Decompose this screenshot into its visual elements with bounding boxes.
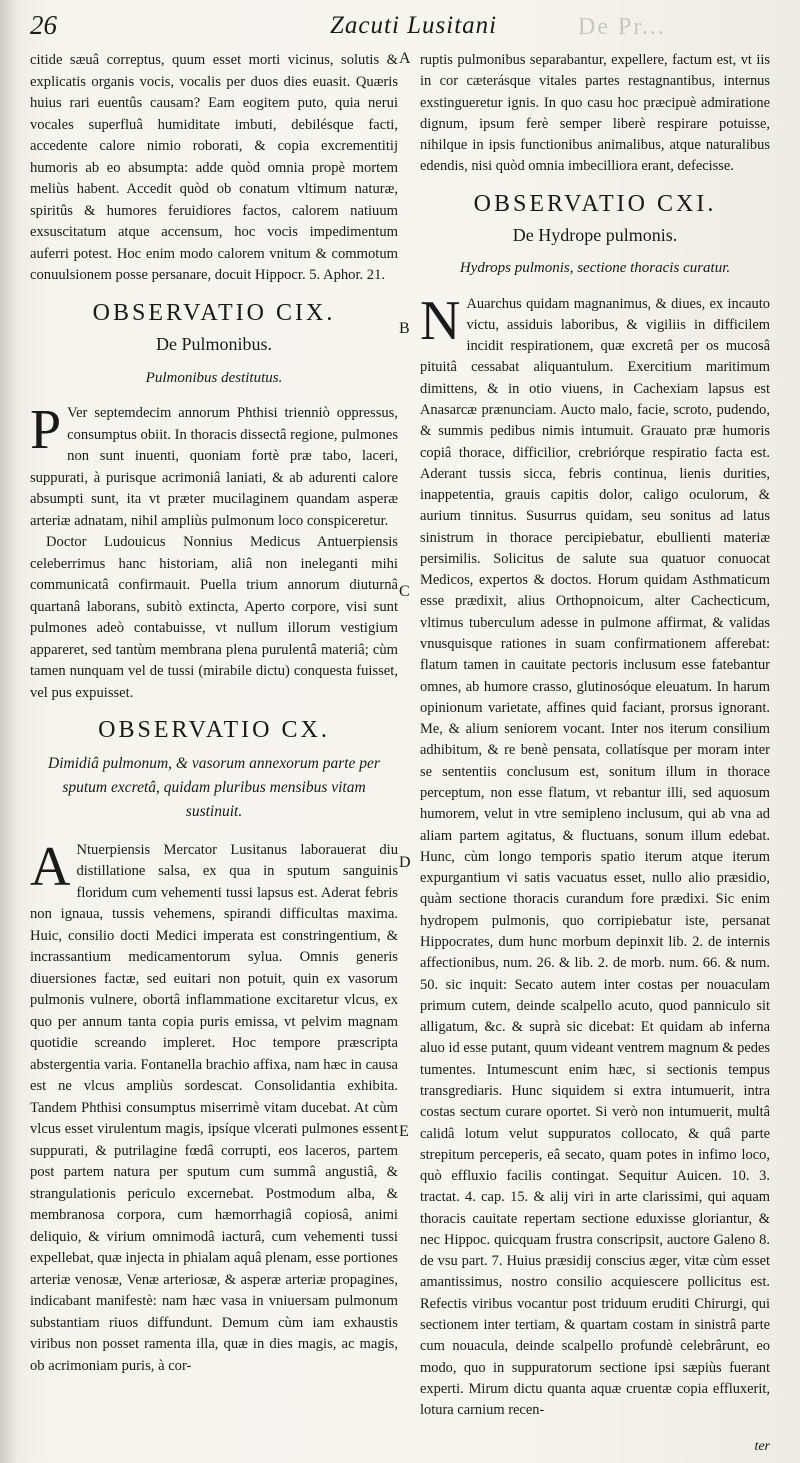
running-head: Zacuti Lusitani: [330, 12, 498, 39]
page-header: [30, 10, 770, 44]
obs110-italic-heading: Dimidiâ pulmonum, & vasorum annexorum parte per sputum excretâ, quidam pluribus mensibus vitam sustinuit.: [48, 754, 380, 820]
obs111-paragraph: [420, 289, 770, 1422]
obs109-subtitle: De Pulmonibus.: [155, 334, 272, 354]
obs110-title: OBSERVATIO CX.: [98, 717, 330, 743]
obs110-dropcap: A: [30, 835, 71, 898]
obs109-paragraph-1: [30, 399, 398, 532]
obs109-paragraph-2: Doctor Ludouicus Nonnius Medicus Antuerpiensis celeberrimus hanc historiam, aliâ non ineleganti mihi communicatâ confirmauit. Puella trium annorum diuturnâ quartanâ laborans, subitò extincta, Aperto corpore, visi sunt pulmones adeò contabuisse, vt nullum illorum vestigium appareret, sed tantùm membrana plena purulentâ materiâ; cùm tamen nunquam vel de tussi (mirabile dictu) conquesta fuisset, vel pus expuisset.: [30, 534, 398, 701]
gutter-shadow: [0, 0, 18, 1463]
right-column: [420, 50, 770, 1421]
catchword: ter: [754, 1439, 770, 1454]
page-number: 26: [30, 10, 57, 40]
obs109-dropcap: P: [30, 399, 62, 461]
obs109-italic-heading: Pulmonibus destitutus.: [145, 369, 283, 386]
margin-letter-d: D: [399, 854, 411, 871]
obs111-para-text: Auarchus quidam magnanimus, & diues, ex incauto victu, assiduis laboribus, & vigiliis in difficilem incidit respirationem, quæ excretâ per os mucosâ pituitâ cessabat aliquantulum. Exercitium maritimum dimittens, & in otio viuens, in Cachexiam lapsus est Anasarcæ prænunciam. Aucto malo, facie, scroto, pudendo, & summis pedibus nimis intumuit. Grauato præ humoris copiâ thorace, difficilior, crebriórque respiratio facta est. Aderant tussis sicca, febris continua, lienis durities, inappetentia, grauis capitis dolor, caligo oculorum, & aurium tinnitus. Susurrus quidam, seu sonitus ad latus sinistrum in thorace percipiebatur, ebullienti materiæ persimilis. Solicitus de salute sua quatuor conuocat Medicos, expertos & doctos. Horum quidam Asthmaticum esse prædixit, alius Orthopnoicum, alter Cachecticum, vltimus tuberculum adesse in pulmone affirmat, & validas vnusquisque rationes in suam confirmationem afferebat: flatum tamen in cauitate pectoris inclusum esse fatebantur omnes, ab humore crasso, glutinosóque eleuatum. In harum opinionum varietate, affines quid faciant, prorsus ignorant. Me, & alium seniorem vocant. Inter nos iterum consilium adhibitum, & re benè pensata, collatísque per moram inter se sententiis conclusum est, sonitum illum in thorace perceptum, non esse flatum, vt rebantur illi, sed aquosum humorem, velut in vtre semipleno inclusum, qui ab vna ad aliam partem agitatus, & fluctuans, sonum illum edebat. Hunc, cùm longo temporis spatio iterum atque iterum expurgantium vi satis vacuatus esset, nullo alio præsidio, quàm sectione thoracis curandum fore prædixi. Sic enim hydropem pulmonis, quo corripiebatur iste, persanat Hippocrates, dum hunc morbum depinxit lib. 2. de internis affectionibus, num. 26. & lib. 2. de morb. num. 66. & num. 50. sic inquit: Secato autem inter costas per nouaculam primum cutem, deinde scalpello acuto, quod panniculo sit alligatum, &c. & suprà sic dicebat: Et quidam ab inferna aluo id esse putant, quum videant ventrem magnum & pedes tumentes. Intumescunt enim hæc, si sectionis tempus transgrediaris. Hunc siquidem si extra intumuerit, intra costas sectum curare oportet. Si verò non intumuerit, multâ calidâ lotum velut suppuratos collocato, & quâ parte strepitum perceperis, eâ secato, quam potes in infimo loco, quò effluxio facilis contingat. Sequitur Auicen. 10. 3. tractat. 4. cap. 15. & alij viri in arte clarissimi, qui aquam thoracis cauitate repertam sectione eduxisse gloriantur, & nec Hippoc. quicquam frustra conscripsit, auctore Galeno 8. de vsu part. 7. Huius præsidij conscius æger, vitæ cùm esset amantissimus, nostro consilio acquiescere pollicitus est. Refectis viribus vocantur post triduum eruditi Chirurgi, qui sectionem inter tertiam, & quartam costam in sinistrâ parte cum nouacula, deinde scalpello profundè celebrârunt, eo modo, quo in suppuratorum sectione ipsi sæpiùs fuerant experti. Mirum dictu quanta aquæ cruentæ copia effluxerit, lotura carnium recen-: [420, 295, 770, 1419]
left-column: [30, 50, 398, 1377]
obs111-subtitle: De Hydrope pulmonis.: [512, 224, 678, 245]
right-opening-text: ruptis pulmonibus separabantur, expellere, factum est, vt iis in cor cæterásque vitales partes restagnantibus, internus exstingueretur ignis. In quo casu hoc præcipuè admiratione dignum, ipsum ferè semper liberè respirare potuisse, nihilque in ipsis functionibus animalibus, atque naturalibus edendis, nisi quòd omnia imbecilliora erant, defecisse.: [420, 52, 770, 175]
margin-letter-c: C: [399, 583, 410, 600]
margin-letter-a: A: [399, 50, 411, 67]
obs110-paragraph: [30, 835, 398, 1378]
obs109-para1-text: Ver septemdecim annorum Phthisi trienniò oppressus, consumptus obiit. In thoracis dissectâ regione, pulmones non sunt inuenti, quoniam fortè præ tabo, laceri, suppurati, à purisque acrimoniâ laniati, & ab adurenti calore absumpti sunt, ita vt præter mucilaginem quandam asperæ arteriæ adnatam, nihil ampliùs pulmonum loco conspiceretur.: [30, 405, 398, 529]
margin-letter-b: B: [399, 320, 410, 337]
obs111-title: OBSERVATIO CXI.: [473, 190, 717, 217]
obs109-title: OBSERVATIO CIX.: [92, 299, 336, 326]
show-through-head: De Pr...: [578, 14, 666, 40]
margin-letter-e: E: [399, 1123, 409, 1140]
obs111-dropcap: N: [420, 289, 461, 352]
obs110-para-text: Ntuerpiensis Mercator Lusitanus laborauerat diu distillatione salsa, ex qua in sputum sanguinis floridum cum vehementi tussi lapsus est. Aderat febris non ignaua, tussis vehemens, spirandi difficultas maxima. Huic, consilio docti Medici imperata est constringentium, & incrassantium medicamentorum sylua. Omnis generis diuersiones factæ, sed euitari non potuit, quin ex vasorum pulmonis vulnere, obortâ inflammatione excitaretur vlcus, ex quo per annum tanta copia puris emissa, vt pelvim magnam quotidie screando impleret. Hoc tempore præscripta abstergentia varia. Fontanella brachio affixa, nam hæc in causa est ne vlcus ampliùs sordescat. Consolidantia exhibita. Tandem Phthisi consumptus miserrimè vitam ducebat. At cùm vlcus esset virulentum magis, ipsíque vlcerati pulmones essent suppurati, & putrilagine fœdâ corrupti, eos laceros, partem post partem natura per sputum cum summâ angustiâ, & strangulationis periculo excernebat. Postmodum alba, & membranosa corpora, cum hæmorrhagiâ copiosâ, animi deliquio, & virium omnimodâ iacturâ, cum vehementi tussi expellebat, quæ injecta in phialam aquâ plenam, esse portiones arteriæ venosæ, Venæ arteriosæ, & asperæ arteriæ propagines, indicabant manifestè: nam hæc vasa in vniuersam pulmonum substantiam riuos diffundunt. Demum cùm iam exhaustis viribus non posset ramenta illa, quæ in dies magis, ac magis, ob acrimoniam puris, à cor-: [30, 841, 398, 1374]
left-opening-text: citide sæuâ correptus, quum esset morti vicinus, solutis & explicatis organis vocis, vocalis per duos dies euasit. Quæris huius rari euentûs causam? Eam eogitem puto, quia nerui vocales superfluâ humiditate imbuti, debilésque facti, accedente calore nimio roborati, & copia excrementitij humoris ab eo absumpta: adde quòd omnia propè mortem meliùs habent. Accedit quòd ob conatum vltimum naturæ, spiritûs & humores feruidiores factos, calorem natiuum exsuscitatum atque accensum, hoc vocis impedimentum auferri potest. Hoc enim modo calorem vnitum & commotum conuulsionem posse persanare, docuit Hippocr. 5. Aphor. 21.: [30, 52, 398, 283]
obs111-italic-heading: Hydrops pulmonis, sectione thoracis curatur.: [459, 260, 731, 277]
